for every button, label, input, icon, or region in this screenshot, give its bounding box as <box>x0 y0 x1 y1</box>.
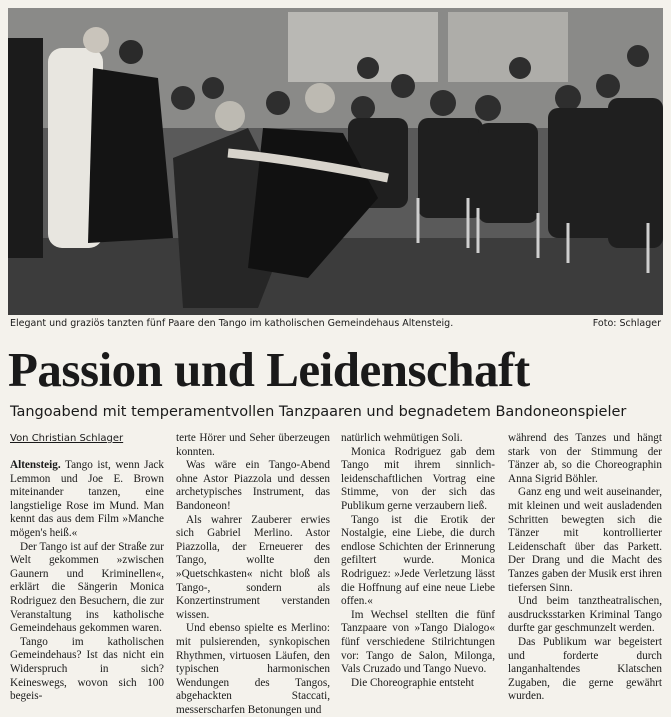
article-column-2 <box>176 432 330 716</box>
paragraph-text: Tango ist, wenn Jack Lemmon und Joe E. Brown miteinander tanzen, eine langstielige Rose im Mund. Man kennt das aus dem Film »Manche mögen's heiß.« <box>10 459 164 539</box>
paragraph: Als wahrer Zauberer erwies sich Gabriel Merlino. Astor Piazzolla, der Erneuerer des Tango, wollte den »Quetschkasten« nicht bloß als Tango-, sondern als Konzertinstrument verstanden wissen. <box>176 513 330 621</box>
paragraph: Im Wechsel stellten die fünf Tanzpaare von »Tango Dialogo« fünf verschiedene Stilrichtungen vor: Tango de Salon, Milonga, Vals Cruzado und Tango Nuevo. <box>341 608 495 676</box>
paragraph: Was wäre ein Tango-Abend ohne Astor Piazzola und dessen archetypisches Instrument, das Bandoneon! <box>176 459 330 512</box>
paragraph: terte Hörer und Seher überzeugen konnten. <box>176 432 330 458</box>
paragraph: Und beim tanztheatralischen, ausdrucksstarken Kriminal Tango durfte gar geschmunzelt werden. <box>508 595 662 635</box>
paragraph: Tango im katholischen Gemeindehaus? Ist das nicht ein Widerspruch in sich? Keineswegs, wovon sich 100 begeis- <box>10 635 164 703</box>
article-headline: Passion und Leidenschaft <box>8 342 530 397</box>
paragraph: Und ebenso spielte es Merlino: mit pulsierenden, synkopischen Rhythmen, virtuosen Läufen, den typischen harmonischen Wendungen des Tangos, abgehackten Staccati, messerscharfen Betonungen und <box>176 622 330 716</box>
article-column-1 <box>10 459 164 703</box>
article-subheadline: Tangoabend mit temperamentvollen Tanzpaaren und begnadetem Bandoneonspieler <box>10 404 627 420</box>
photo-caption: Elegant und graziös tanzten fünf Paare den Tango im katholischen Gemeindehaus Altensteig. <box>10 318 454 329</box>
photo-credit: Foto: Schlager <box>592 318 661 329</box>
photo-illustration <box>8 8 663 315</box>
paragraph: während des Tanzes und hängt stark von der Stimmung der Tänzer ab, so die Choreographin Anna Sigrid Böhler. <box>508 432 662 485</box>
dateline: Altensteig. <box>10 459 61 471</box>
paragraph: Tango ist die Erotik der Nostalgie, eine Liebe, die durch endlose Schichten der Erinnerung gefiltert wurde. Monica Rodriguez: »Jede Verletzung lässt die Hoffnung auf eine neue Liebe offen.« <box>341 513 495 608</box>
paragraph: Monica Rodriguez gab dem Tango mit ihrem sinnlich-leidenschaftlichen Vortrag eine Stimme, von der sich das Publikum gerne verzaubern ließ. <box>341 445 495 512</box>
photo-caption-bar <box>10 317 661 331</box>
article-column-3 <box>341 432 495 689</box>
paragraph: Ganz eng und weit auseinander, mit kleinen und weit ausladenden Schritten bewegten sich die Tänzer mit kontrollierter Leidenschaft über das Parkett. Der Drang und die Macht des Tanzes gaben der Musik erst ihren tiefersen Sinn. <box>508 486 662 594</box>
paragraph <box>10 459 164 541</box>
paragraph: Das Publikum war begeistert und forderte durch langanhaltendes Klatschen Zugaben, die gerne gewährt wurden. <box>508 635 662 703</box>
article-author: Von Christian Schlager <box>10 433 124 444</box>
paragraph: natürlich wehmütigen Soli. <box>341 432 463 444</box>
article-column-4 <box>508 432 662 703</box>
paragraph: Die Choreographie entsteht <box>351 676 475 689</box>
article-photo <box>8 8 663 315</box>
paragraph: Der Tango ist auf der Straße zur Welt gekommen »zwischen Gaunern und Kriminellen«, erklärt die Sängerin Monica Rodriguez den Besuchern, die zur Veranstaltung ins katholische Gemeindehaus gekommen waren. <box>10 540 164 635</box>
